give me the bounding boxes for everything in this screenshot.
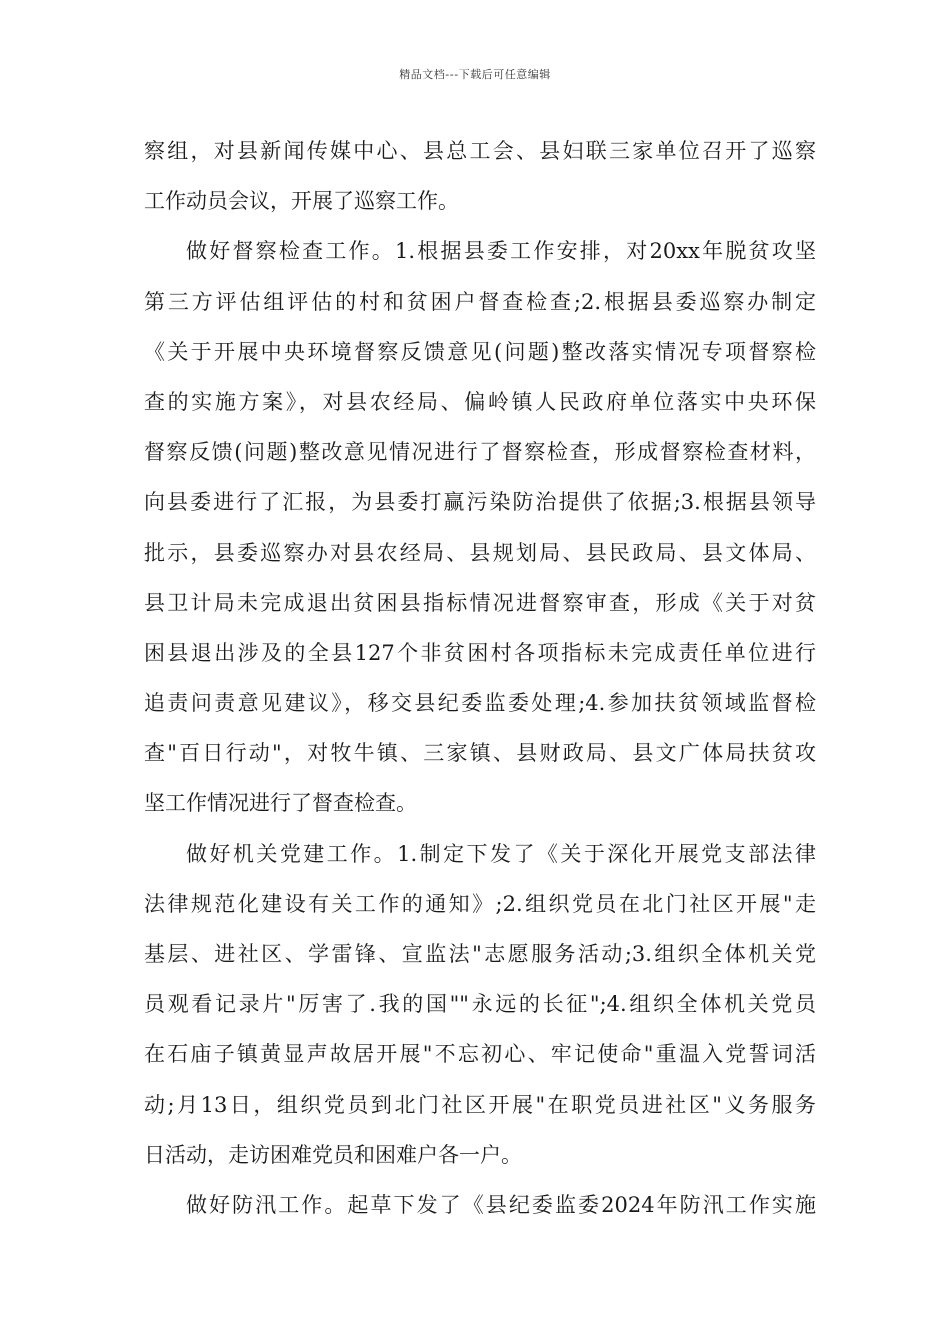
text-line: 县卫计局未完成退出贫困县指标情况进督察审查，形成《关于对贫 bbox=[144, 590, 816, 615]
text-line: 员观看记录片"厉害了.我的国""永远的长征";4.组织全体机关党员 bbox=[144, 992, 816, 1017]
paragraph-party-building bbox=[144, 829, 816, 1180]
text-line: 查的实施方案》，对县农经局、偏岭镇人民政府单位落实中央环保 bbox=[144, 389, 816, 414]
text-line: 做好机关党建工作。1.制定下发了《关于深化开展党支部法律 bbox=[186, 841, 816, 866]
page-header: 精品文档---下载后可任意编辑 bbox=[399, 68, 551, 81]
text-line: 基层、进社区、学雷锋、宣监法"志愿服务活动;3.组织全体机关党 bbox=[144, 942, 816, 966]
text-line: 追责问责意见建议》，移交县纪委监委处理;4.参加扶贫领域监督检 bbox=[144, 691, 816, 716]
text-line: 日活动，走访困难党员和困难户各一户。 bbox=[144, 1142, 522, 1167]
paragraph-flood-prevention bbox=[144, 1180, 816, 1230]
text-line: 困县退出涉及的全县127个非贫困村各项指标未完成责任单位进行 bbox=[144, 640, 816, 665]
text-line: 动;月13日，组织党员到北门社区开展"在职党员进社区"义务服务 bbox=[144, 1092, 816, 1117]
text-line: 《关于开展中央环境督察反馈意见(问题)整改落实情况专项督察检 bbox=[144, 339, 816, 364]
text-line: 第三方评估组评估的村和贫困户督查检查;2.根据县委巡察办制定 bbox=[144, 289, 816, 314]
paragraph-supervision-inspection bbox=[144, 226, 816, 828]
text-line: 做好督察检查工作。1.根据县委工作安排，对20xx年脱贫攻坚 bbox=[186, 239, 816, 264]
text-line: 做好防汛工作。起草下发了《县纪委监委2024年防汛工作实施 bbox=[186, 1192, 816, 1217]
document-body bbox=[144, 126, 816, 1230]
text-line: 工作动员会议，开展了巡察工作。 bbox=[144, 189, 459, 214]
paragraph-inspection-meeting bbox=[144, 126, 816, 226]
text-line: 在石庙子镇黄显声故居开展"不忘初心、牢记使命"重温入党誓词活 bbox=[144, 1042, 816, 1067]
text-line: 批示，县委巡察办对县农经局、县规划局、县民政局、县文体局、 bbox=[144, 540, 816, 565]
text-line: 查"百日行动"，对牧牛镇、三家镇、县财政局、县文广体局扶贫攻 bbox=[144, 741, 816, 766]
text-line: 督察反馈(问题)整改意见情况进行了督察检查，形成督察检查材料， bbox=[144, 440, 816, 465]
text-line: 坚工作情况进行了督查检查。 bbox=[144, 791, 417, 816]
text-line: 向县委进行了汇报，为县委打赢污染防治提供了依据;3.根据县领导 bbox=[144, 490, 816, 515]
text-line: 察组，对县新闻传媒中心、县总工会、县妇联三家单位召开了巡察 bbox=[144, 139, 816, 163]
text-line: 法律规范化建设有关工作的通知》;2.组织党员在北门社区开展"走 bbox=[144, 891, 816, 916]
